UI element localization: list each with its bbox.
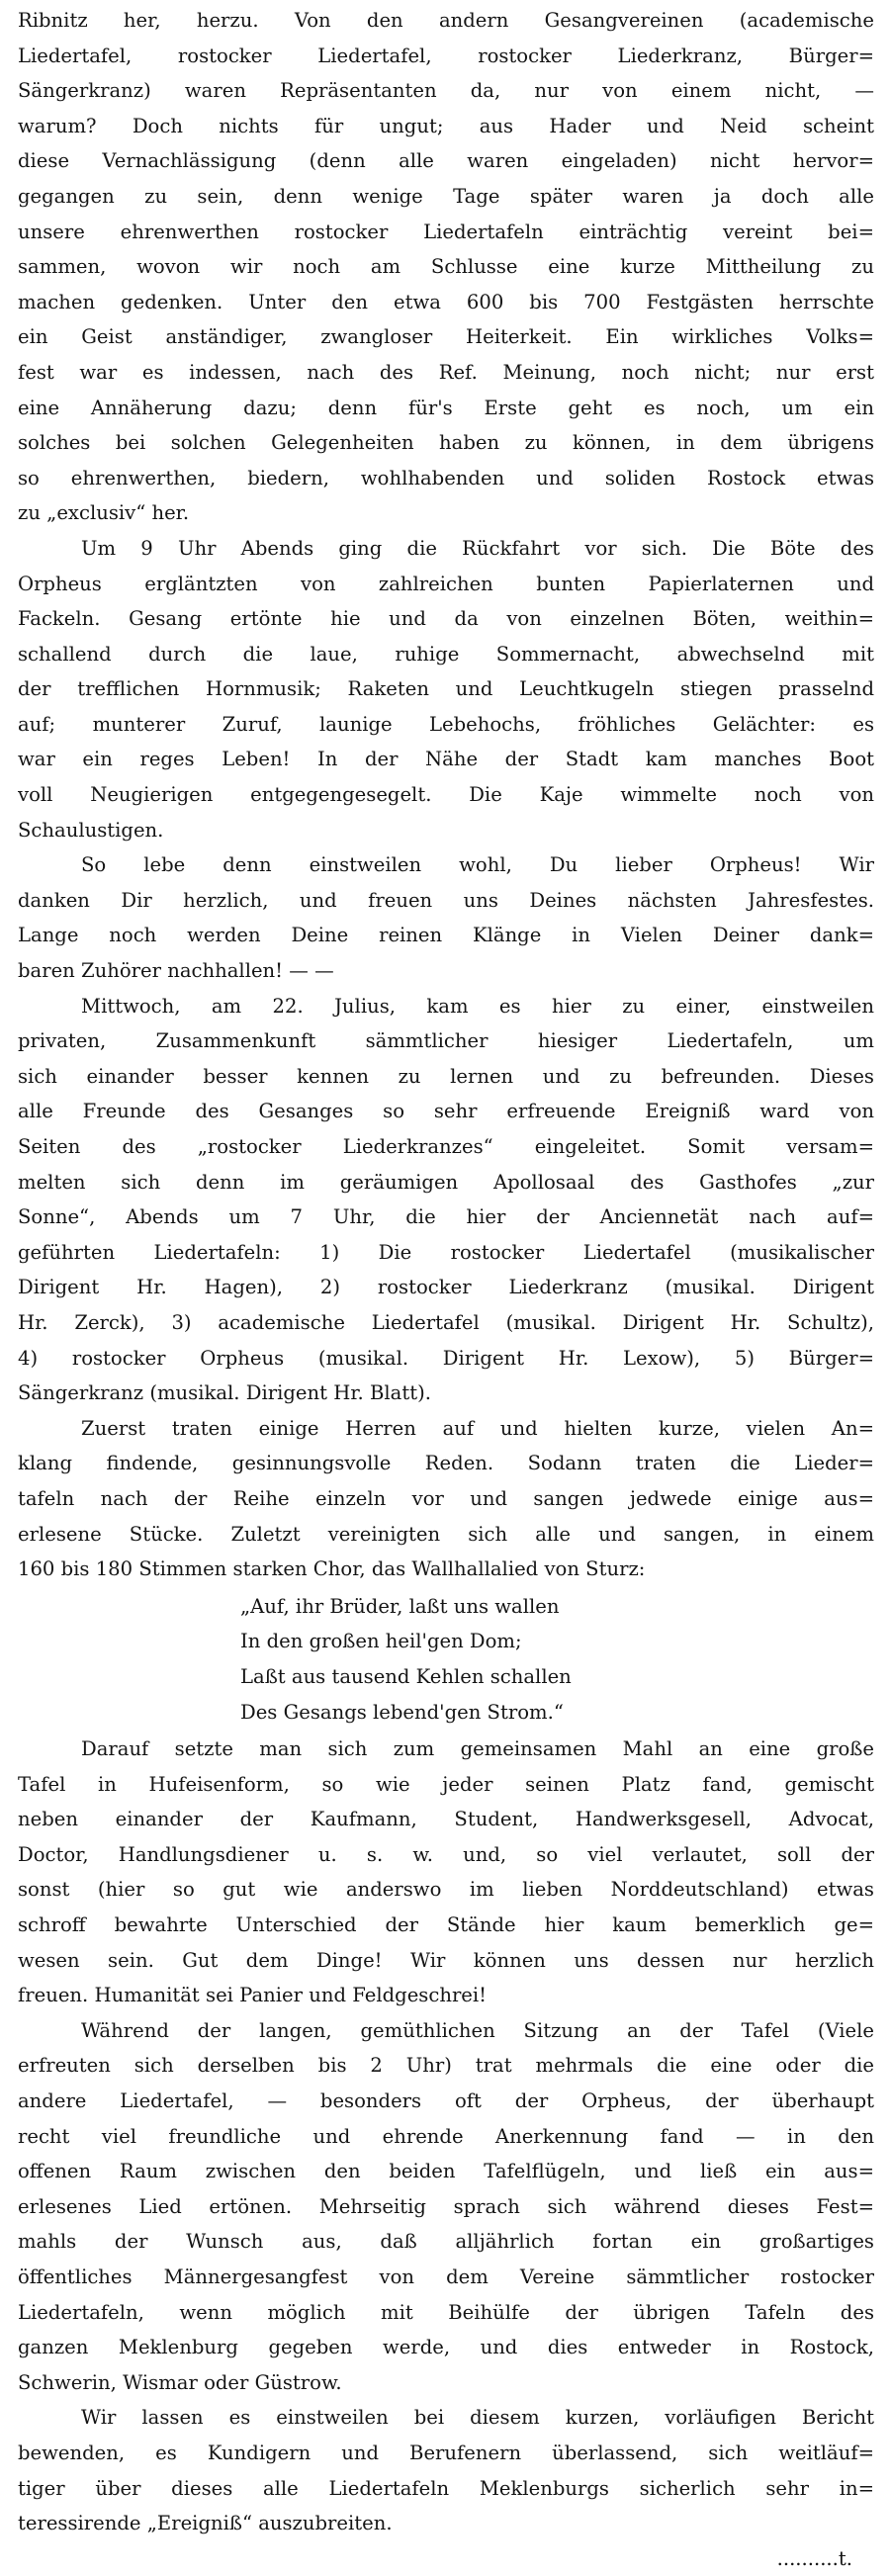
paragraph-p5 bbox=[18, 1411, 874, 1587]
paragraph-p4 bbox=[18, 989, 874, 1411]
text-line: geführten Liedertafeln: 1) Die rostocker Liedertafel (musikalischer bbox=[18, 1240, 874, 1264]
text-line: Sängerkranz) waren Repräsentanten da, nur von einem nicht, — bbox=[18, 79, 874, 103]
text-line: neben einander der Kaufmann, Student, Handwerksgesell, Advocat, bbox=[18, 1808, 874, 1831]
text-line: so ehrenwerthen, biedern, wohlhabenden und soliden Rostock etwas bbox=[18, 466, 874, 489]
text-line: andere Liedertafel, — besonders oft der Orpheus, der überhaupt bbox=[18, 2089, 874, 2113]
text-line: 160 bis 180 Stimmen starken Chor, das Wallhallalied von Sturz: bbox=[18, 1557, 646, 1581]
text-line: offenen Raum zwischen den beiden Tafelflügeln, und ließ ein aus= bbox=[18, 2160, 874, 2183]
text-line: Sonne“, Abends um 7 Uhr, die hier der Anciennetät nach auf= bbox=[18, 1205, 874, 1229]
text-line: Während der langen, gemüthlichen Sitzung an der Tafel (Viele bbox=[81, 2018, 874, 2042]
text-line: Sängerkranz (musikal. Dirigent Hr. Blatt). bbox=[18, 1381, 431, 1405]
text-line: alle Freunde des Gesanges so sehr erfreuende Ereigniß ward von bbox=[18, 1100, 874, 1123]
text-line: Orpheus ergläntzten von zahlreichen bunten Papierlaternen und bbox=[18, 572, 874, 595]
text-line: Seiten des „rostocker Liederkranzes“ eingeleitet. Somit versam= bbox=[18, 1135, 874, 1158]
text-line: öffentliches Männergesangfest von dem Vereine sämmtlicher rostocker bbox=[18, 2265, 874, 2288]
text-line: erfreuten sich derselben bis 2 Uhr) trat mehrmals die eine oder die bbox=[18, 2054, 874, 2078]
text-line: Doctor, Handlungsdiener u. s. w. und, so viel verlautet, soll der bbox=[18, 1842, 874, 1866]
text-line: So lebe denn einstweilen wohl, Du lieber Orpheus! Wir bbox=[81, 853, 874, 877]
text-line: danken Dir herzlich, und freuen uns Deines nächsten Jahresfestes. bbox=[18, 888, 874, 912]
text-line: zu „exclusiv“ her. bbox=[18, 501, 190, 525]
text-line: eine Annäherung dazu; denn für's Erste geht es noch, um ein bbox=[18, 396, 874, 419]
text-line: ganzen Meklenburg gegeben werde, und dies entweder in Rostock, bbox=[18, 2336, 874, 2359]
text-line: Ribnitz her, herzu. Von den andern Gesangvereinen (academische bbox=[18, 9, 874, 32]
paragraph-p8 bbox=[18, 2400, 874, 2540]
text-line: sich einander besser kennen zu lernen und zu befreunden. Dieses bbox=[18, 1064, 874, 1088]
text-line: Schaulustigen. bbox=[18, 818, 164, 842]
paragraph-p1 bbox=[18, 3, 874, 531]
text-line: Tafel in Hufeisenform, so wie jeder seinen Platz fand, gemischt bbox=[18, 1772, 874, 1796]
text-line: Wir lassen es einstweilen bei diesem kurzen, vorläufigen Bericht bbox=[81, 2406, 874, 2430]
text-line: Liedertafel, rostocker Liedertafel, rostocker Liederkranz, Bürger= bbox=[18, 44, 874, 67]
verse-line: In den großen heil'gen Dom; bbox=[240, 1630, 522, 1653]
text-line: ein Geist anständiger, zwangloser Heiterkeit. Ein wirkliches Volks= bbox=[18, 325, 874, 349]
text-line: baren Zuhörer nachhallen! — — bbox=[18, 959, 334, 983]
text-line: gegangen zu sein, denn wenige Tage später waren ja doch alle bbox=[18, 184, 874, 208]
text-line: recht viel freundliche und ehrende Anerkennung fand — in den bbox=[18, 2124, 874, 2148]
text-line: war ein reges Leben! In der Nähe der Stadt kam manches Boot bbox=[18, 748, 874, 771]
text-line: privaten, Zusammenkunft sämmtlicher hiesiger Liedertafeln, um bbox=[18, 1029, 874, 1053]
author-signature: ..........t. bbox=[776, 2546, 852, 2570]
verse-line: Laßt aus tausend Kehlen schallen bbox=[240, 1664, 572, 1688]
text-line: fest war es indessen, nach des Ref. Meinung, noch nicht; nur erst bbox=[18, 360, 874, 384]
text-line: schroff bewahrte Unterschied der Stände hier kaum bemerklich ge= bbox=[18, 1913, 874, 1937]
text-line: sammen, wovon wir noch am Schlusse eine kurze Mittheilung zu bbox=[18, 255, 874, 279]
text-line: machen gedenken. Unter den etwa 600 bis 700 Festgästen herrschte bbox=[18, 290, 874, 313]
text-line: unsere ehrenwerthen rostocker Liedertafeln einträchtig vereint bei= bbox=[18, 220, 874, 243]
paragraph-p6 bbox=[18, 1732, 874, 2013]
paragraph-p3 bbox=[18, 847, 874, 988]
text-line: voll Neugierigen entgegengesegelt. Die Kaje wimmelte noch von bbox=[18, 783, 874, 807]
text-line: Liedertafeln, wenn möglich mit Beihülfe der übrigen Tafeln des bbox=[18, 2300, 874, 2324]
text-line: Um 9 Uhr Abends ging die Rückfahrt vor sich. Die Böte des bbox=[81, 536, 874, 560]
text-line: erlesene Stücke. Zuletzt vereinigten sich alle und sangen, in einem bbox=[18, 1522, 874, 1546]
text-line: klang findende, gesinnungsvolle Reden. Sodann traten die Lieder= bbox=[18, 1452, 874, 1475]
text-line: sonst (hier so gut wie anderswo im lieben Norddeutschland) etwas bbox=[18, 1878, 874, 1902]
text-line: erlesenes Lied ertönen. Mehrseitig sprach sich während dieses Fest= bbox=[18, 2194, 874, 2218]
text-line: warum? Doch nichts für ungut; aus Hader und Neid scheint bbox=[18, 114, 874, 137]
text-line: Hr. Zerck), 3) academische Liedertafel (musikal. Dirigent Hr. Schultz), bbox=[18, 1310, 874, 1334]
text-line: Mittwoch, am 22. Julius, kam es hier zu einer, einstweilen bbox=[81, 994, 874, 1018]
text-line: Zuerst traten einige Herren auf und hielten kurze, vielen An= bbox=[81, 1416, 874, 1440]
verse-quote bbox=[18, 1589, 874, 1730]
text-line: diese Vernachlässigung (denn alle waren eingeladen) nicht hervor= bbox=[18, 149, 874, 173]
text-line: der trefflichen Hornmusik; Raketen und Leuchtkugeln stiegen prasselnd bbox=[18, 677, 874, 701]
paragraph-p7 bbox=[18, 2013, 874, 2401]
text-line: Fackeln. Gesang ertönte hie und da von einzelnen Böten, weithin= bbox=[18, 607, 874, 631]
text-line: teressirende „Ereigniß“ auszubreiten. bbox=[18, 2512, 393, 2535]
text-line: bewenden, es Kundigern und Berufenern überlassend, sich weitläuf= bbox=[18, 2441, 874, 2464]
text-line: Lange noch werden Deine reinen Klänge in Vielen Deiner dank= bbox=[18, 924, 874, 947]
verse-line: Des Gesangs lebend'gen Strom.“ bbox=[240, 1700, 564, 1724]
text-line: auf; munterer Zuruf, launige Lebehochs, fröhliches Gelächter: es bbox=[18, 712, 874, 736]
text-line: mahls der Wunsch aus, daß alljährlich fortan ein großartiges bbox=[18, 2230, 874, 2254]
text-line: 4) rostocker Orpheus (musikal. Dirigent Hr. Lexow), 5) Bürger= bbox=[18, 1346, 874, 1370]
paragraph-p2 bbox=[18, 531, 874, 847]
text-line: wesen sein. Gut dem Dinge! Wir können uns dessen nur herzlich bbox=[18, 1948, 874, 1972]
text-line: freuen. Humanität sei Panier und Feldgeschrei! bbox=[18, 1984, 488, 2007]
verse-line: „Auf, ihr Brüder, laßt uns wallen bbox=[240, 1594, 560, 1618]
article-column bbox=[18, 3, 874, 2576]
text-line: solches bei solchen Gelegenheiten haben zu können, in dem übrigens bbox=[18, 431, 874, 455]
text-line: schallend durch die laue, ruhige Sommernacht, abwechselnd mit bbox=[18, 642, 874, 666]
text-line: tiger über dieses alle Liedertafeln Meklenburgs sicherlich sehr in= bbox=[18, 2476, 874, 2500]
text-line: Dirigent Hr. Hagen), 2) rostocker Liederkranz (musikal. Dirigent bbox=[18, 1276, 874, 1299]
text-line: Schwerin, Wismar oder Güstrow. bbox=[18, 2370, 342, 2394]
text-line: tafeln nach der Reihe einzeln vor und sangen jedwede einige aus= bbox=[18, 1486, 874, 1510]
text-line: melten sich denn im geräumigen Apollosaal des Gasthofes „zur bbox=[18, 1170, 874, 1194]
text-line: Darauf setzte man sich zum gemeinsamen Mahl an eine große bbox=[81, 1737, 874, 1761]
